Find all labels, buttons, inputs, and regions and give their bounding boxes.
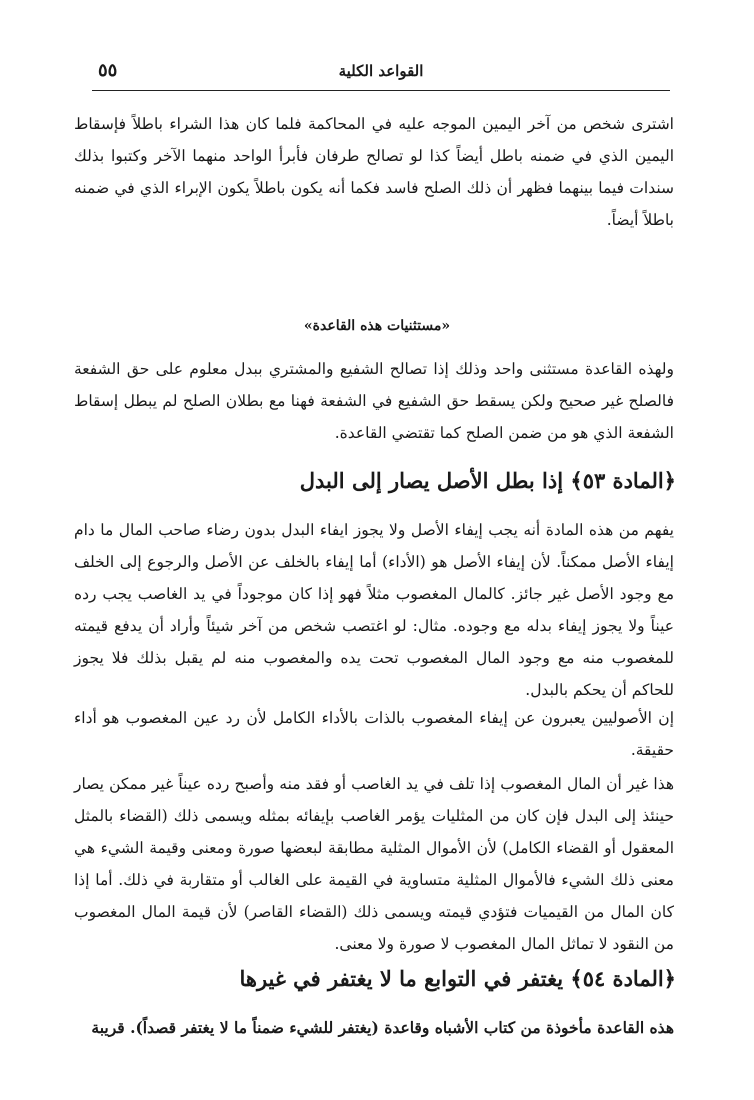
article-54-heading: ﴿المادة ٥٤﴾ يغتفر في التوابع ما لا يغتفر في غيرها bbox=[239, 966, 676, 991]
paragraph-article-53-explanation: يفهم من هذه المادة أنه يجب إيفاء الأصل ولا يجوز ايفاء البدل بدون رضاء صاحب المال ما دام إيفاء الأصل ممكناً. لأن إيفاء الأصل هو (الأداء) أما إيفاء بالخلف عن الأصل والرجوع إلى الخلف مع وجود الأصل غير جائز. كالمال المغصوب مثلاً فهو إذا كان موجوداً في يد الغاصب يجب رده عيناً ولا يجوز إيفاء بدله مع وجوده. مثال: لو اغتصب شخص من آخر شيئاً وأراد أن يدفع قيمته للمغصوب منه مع وجود المال المغصوب تحت يده والمغصوب منه لم يقبل بذلك فلا يجوز للحاكم أن يحكم بالبدل. bbox=[74, 521, 674, 699]
running-title: القواعد الكلية bbox=[338, 62, 424, 80]
paragraph-exception-preemption: ولهذه القاعدة مستثنى واحد وذلك إذا تصالح الشفيع والمشتري ببدل معلوم على حق الشفعة فالصلح غير صحيح ولكن يسقط حق الشفيع في الشفعة فهنا مع بطلان الصلح لم يبطل إسقاط الشفعة الذي هو من ضمن الصلح كما تقتضي القاعدة. bbox=[74, 360, 674, 442]
page-header bbox=[92, 60, 670, 91]
section-title-exceptions: «مستثنيات هذه القاعدة» bbox=[303, 318, 451, 334]
article-53-heading: ﴿المادة ٥٣﴾ إذا بطل الأصل يصار إلى البدل bbox=[299, 468, 676, 493]
page-number: ٥٥ bbox=[98, 60, 118, 81]
paragraph-damaged-usurped-property: هذا غير أن المال المغصوب إذا تلف في يد الغاصب أو فقد منه وأصبح رده عيناً غير ممكن يصار حينئذ إلى البدل فإن كان من المثليات يؤمر الغاصب بإيفائه بمثله ويسمى ذلك (القضاء بالمثل المعقول أو القضاء الكامل) لأن الأموال المثلية مطابقة لبعضها صورة ومعنى وقيمة الشيء هي معنى ذلك الشيء فالأموال المثلية متساوية في القيمة على الغالب أو متقاربة في ذلك. أما إذا كان المال من القيميات فتؤدي قيمته ويسمى ذلك (القضاء القاصر) لأن قيمة المال المغصوب من النقود لا تماثل المال المغصوب لا صورة ولا معنى. bbox=[74, 775, 674, 953]
paragraph-oath-purchase: اشترى شخص من آخر اليمين الموجه عليه في المحاكمة فلما كان هذا الشراء باطلاً فإسقاط اليمين الذي في ضمنه باطل أيضاً كذا لو تصالح طرفان فأبرأ الواحد منهما الآخر وكتبوا بذلك سندات فيما بينهما فظهر أن ذلك الصلح فاسد فكما أنه يكون باطلاً يكون الإبراء الذي في ضمنه باطلاً أيضاً. bbox=[74, 115, 674, 229]
paragraph-usulis-full-performance: إن الأصوليين يعبرون عن إيفاء المغصوب بالذات بالأداء الكامل لأن رد عين المغصوب هو أداء حقيقة. bbox=[74, 709, 674, 759]
paragraph-article-54-source: هذه القاعدة مأخوذة من كتاب الأشباه وقاعدة (يغتفر للشيء ضمناً ما لا يغتفر قصداً). قريبة bbox=[91, 1018, 674, 1037]
